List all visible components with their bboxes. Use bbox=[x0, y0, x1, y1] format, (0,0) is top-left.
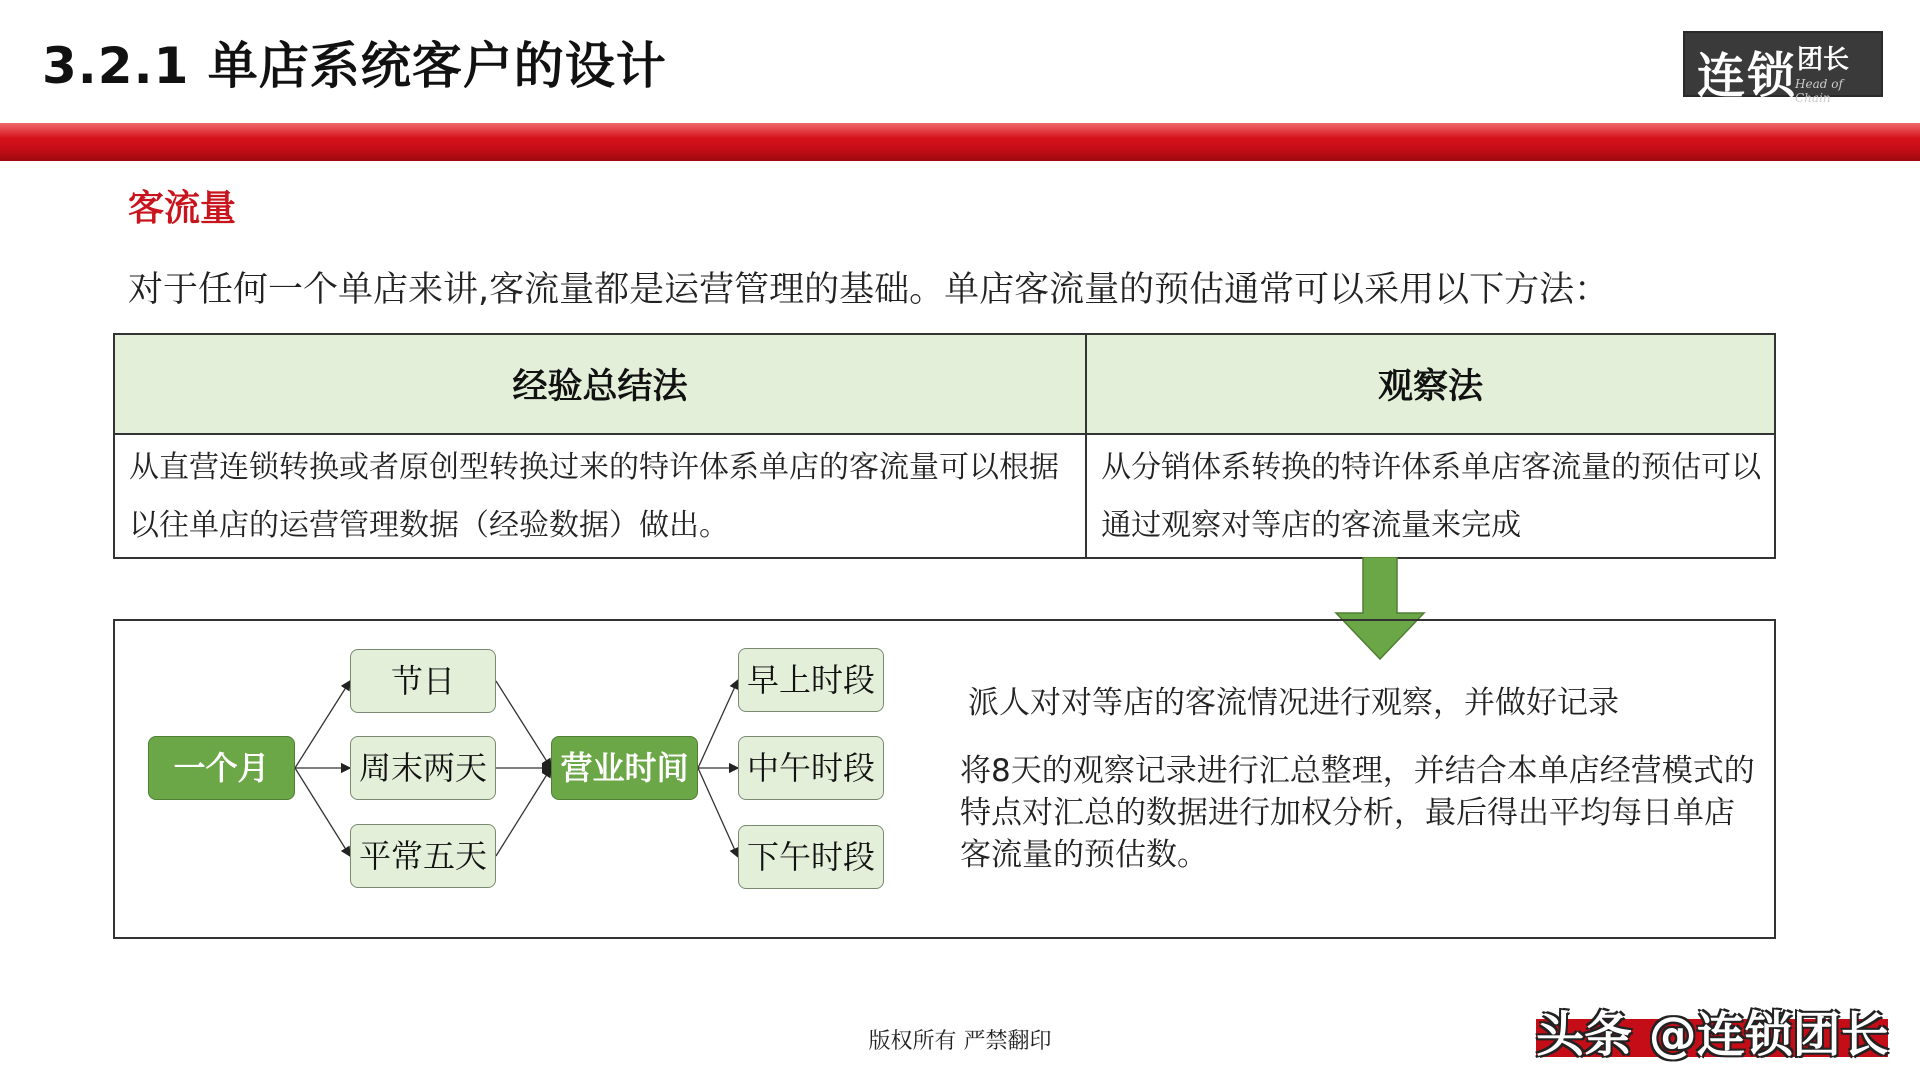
connector-line bbox=[295, 768, 350, 856]
connector-line bbox=[698, 680, 738, 768]
logo-sub-text: 团长 bbox=[1797, 45, 1850, 75]
table-cell-observation: 从分销体系转换的特许体系单店客流量的预估可以通过观察对等店的客流量来完成 bbox=[1086, 434, 1775, 558]
observation-note-2: 将8天的观察记录进行汇总整理，并结合本单店经营模式的特点对汇总的数据进行加权分析，最后得出平均每日单店客流量的预估数。 bbox=[960, 753, 1755, 873]
connector-line bbox=[698, 768, 738, 857]
logo-en-text: Head of Chain bbox=[1795, 77, 1843, 105]
flow-node-weekend: 周末两天 bbox=[350, 736, 496, 800]
observation-note-1: 派人对对等店的客流情况进行观察，并做好记录 bbox=[968, 685, 1619, 721]
logo-main-text: 连锁 bbox=[1697, 48, 1798, 104]
connector-line bbox=[496, 768, 551, 856]
flow-node-holiday: 节日 bbox=[350, 649, 496, 713]
flow-node-noon: 中午时段 bbox=[738, 736, 884, 800]
section-title: 客流量 bbox=[128, 188, 237, 229]
table-header-experience: 经验总结法 bbox=[114, 334, 1086, 434]
table-header-observation: 观察法 bbox=[1086, 334, 1775, 434]
flow-node-weekdays: 平常五天 bbox=[350, 824, 496, 888]
watermark-text: 头条 @连锁团长 bbox=[1536, 1007, 1889, 1063]
flow-node-month: 一个月 bbox=[148, 736, 295, 800]
flow-node-afternoon: 下午时段 bbox=[738, 825, 884, 889]
flow-node-business-hours: 营业时间 bbox=[551, 736, 698, 800]
connector-line bbox=[496, 681, 551, 768]
page-title: 3.2.1 单店系统客户的设计 bbox=[42, 37, 667, 95]
copyright-footer: 版权所有 严禁翻印 bbox=[868, 1029, 1052, 1054]
intro-text: 对于任何一个单店来讲,客流量都是运营管理的基础。单店客流量的预估通常可以采用以下方法： bbox=[128, 270, 1610, 310]
table-cell-experience: 从直营连锁转换或者原创型转换过来的特许体系单店的客流量可以根据以往单店的运营管理数据（经验数据）做出。 bbox=[114, 434, 1086, 558]
flow-node-morning: 早上时段 bbox=[738, 648, 884, 712]
connector-line bbox=[295, 681, 350, 768]
